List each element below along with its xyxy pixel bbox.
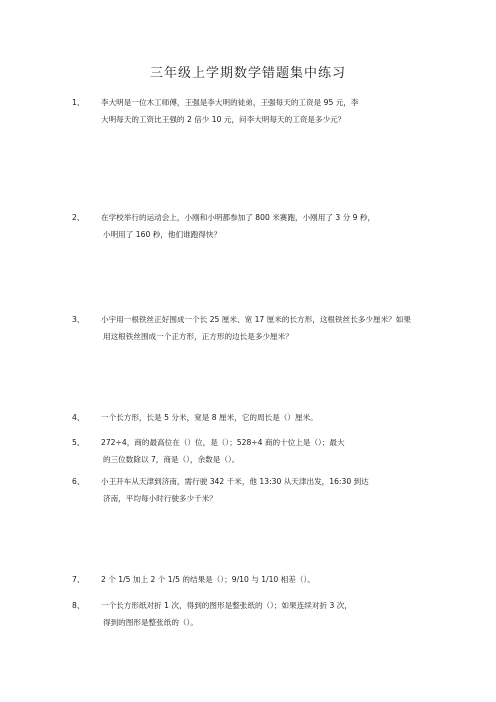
question-number: 2、 bbox=[72, 213, 85, 222]
question-text-line-2: 小明用了 160 秒，他们谁跑得快？ bbox=[103, 230, 222, 239]
question-text-line-1: 272÷4，商的最高位在（）位，是（）；528÷4 商的十位上是（）；最大 bbox=[101, 438, 345, 447]
question-text-line-2: 济南，平均每小时行驶多少千米？ bbox=[103, 494, 217, 503]
question-text-line-1: 小王开车从天津到济南，需行驶 342 千米，他 13:30 从天津出发，16:30 到达 bbox=[101, 477, 369, 486]
question-text-line-1: 李大明是一位木工师傅，王强是李大明的徒弟，王强每天的工资是 95 元，李 bbox=[101, 98, 359, 107]
question-text-line-2: 大明每天的工资比王强的 2 倍少 10 元，问李大明每天的工资是多少元？ bbox=[101, 115, 346, 124]
question-text-line-1: 小宇用一根铁丝正好围成一个长 25 厘米、宽 17 厘米的长方形，这根铁丝长多少厘米？如果 bbox=[101, 315, 411, 324]
question-number: 6、 bbox=[72, 477, 85, 486]
question-text-line-2: 的三位数除以 7，商是（），余数是（）。 bbox=[103, 455, 240, 464]
question-number: 3、 bbox=[72, 315, 85, 324]
page-title: 三年级上学期数学错题集中练习 bbox=[149, 66, 346, 81]
question-text-line-1: 一个长方形，长是 5 分米，宽是 8 厘米，它的周长是（）厘米。 bbox=[101, 413, 318, 422]
question-number: 1、 bbox=[72, 98, 85, 107]
question-text-line-2: 用这根铁丝围成一个正方形，正方形的边长是多少厘米？ bbox=[103, 332, 293, 341]
question-text-line-1: 2 个 1/5 加上 2 个 1/5 的结果是（）；9/10 与 1/10 相差（）。 bbox=[101, 575, 315, 584]
question-number: 8、 bbox=[72, 601, 85, 610]
question-number: 4、 bbox=[72, 413, 85, 422]
question-text-line-2: 得到的图形是整张纸的（）。 bbox=[103, 618, 198, 627]
question-text-line-1: 一个长方形纸对折 1 次，得到的图形是整张纸的（）；如果连续对折 3 次， bbox=[101, 601, 352, 610]
question-text-line-1: 在学校举行的运动会上，小刚和小明都参加了 800 米赛跑，小刚用了 3 分 9 秒， bbox=[101, 213, 376, 222]
question-number: 5、 bbox=[72, 438, 85, 447]
question-number: 7、 bbox=[72, 575, 85, 584]
